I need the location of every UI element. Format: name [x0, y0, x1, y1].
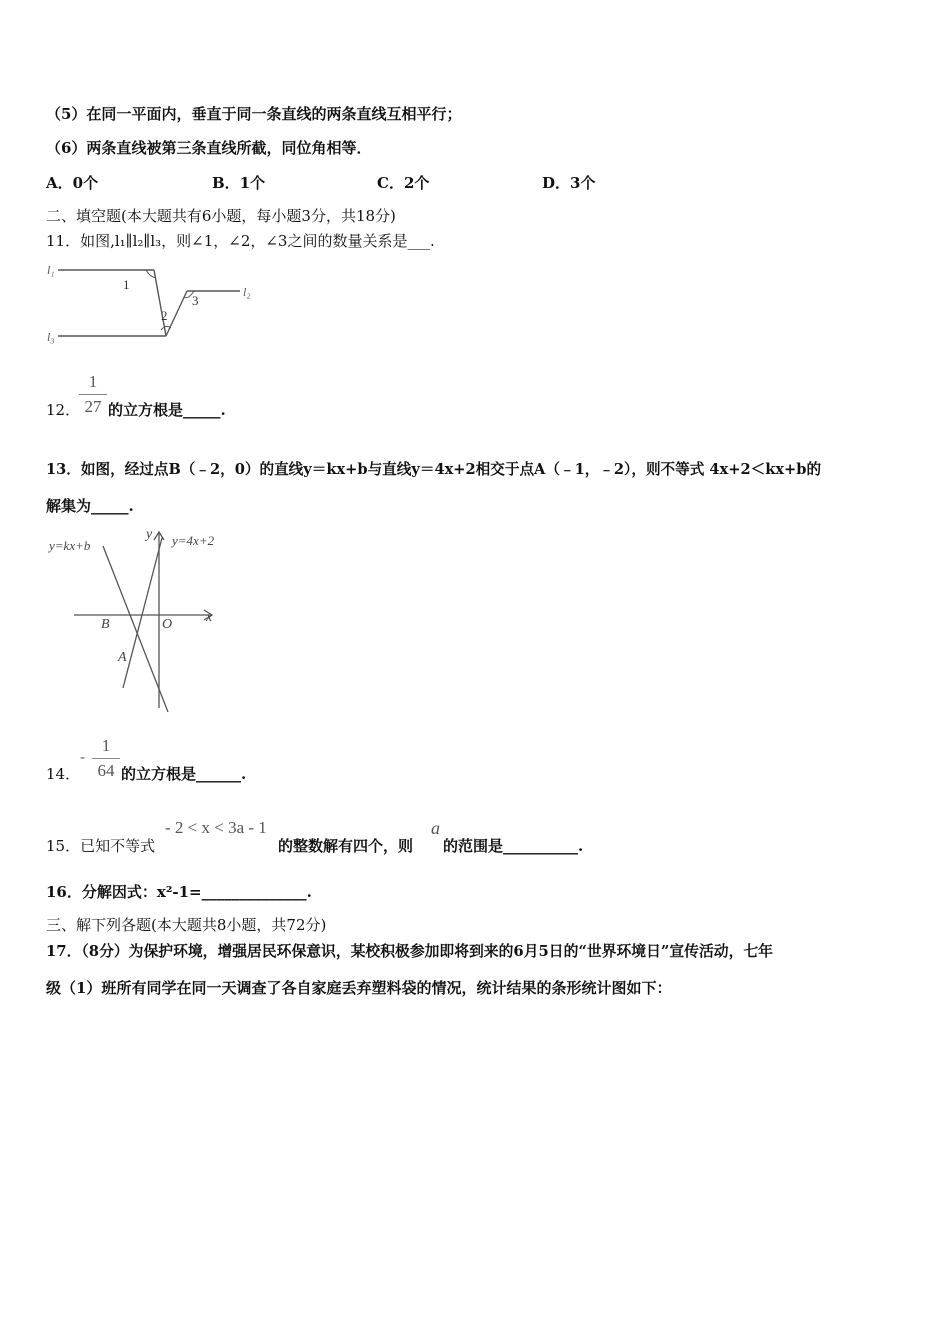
question-17-line-2: 级（1）班所有同学在同一天调查了各自家庭丢弃塑料袋的情况，统计结果的条形统计图如下：: [46, 979, 672, 997]
variable-a: a: [431, 818, 440, 838]
figure-linear-functions: [44, 526, 234, 718]
option-c: C．2个: [377, 174, 430, 192]
label-x-axis: x: [206, 610, 213, 625]
question-11: 11．如图,l₁∥l₂∥l₃，则∠1，∠2，∠3之间的数量关系是___.: [46, 232, 435, 250]
label-l3: l₃: [47, 330, 55, 344]
option-d: D．3个: [542, 174, 596, 192]
label-y-axis: y: [146, 527, 153, 542]
fraction-denominator: 64: [97, 761, 115, 780]
question-16: 16．分解因式：x²-1=______________.: [46, 883, 312, 901]
line-kx-b: [103, 546, 168, 712]
question-15-number: 15．已知不等式: [46, 837, 156, 855]
label-l2: l₂: [243, 285, 251, 299]
label-angle-3: 3: [192, 293, 199, 308]
label-angle-1: 1: [123, 277, 130, 292]
question-14-number: 14．: [46, 765, 81, 783]
label-y-kx-b: y=kx+b: [49, 538, 91, 553]
label-l1: l₁: [47, 263, 55, 277]
fraction-numerator: 1: [101, 736, 111, 755]
section-3-heading: 三、解下列各题(本大题共8小题，共72分): [46, 916, 327, 934]
fraction-1-27: [79, 372, 107, 417]
question-12-number: 12．: [46, 401, 81, 419]
question-13-line-2: 解集为_____.: [46, 497, 134, 515]
section-2-heading: 二、填空题(本大题共有6小题，每小题3分，共18分): [46, 207, 396, 225]
question-15-text: 的整数解有四个，则: [278, 837, 414, 855]
question-15-tail: 的范围是__________.: [443, 837, 584, 855]
question-12-text: 的立方根是_____.: [108, 401, 226, 419]
figure-parallel-lines: [44, 258, 264, 350]
option-b: B．1个: [212, 174, 266, 192]
label-point-a: A: [118, 650, 127, 665]
fraction-numerator: 1: [88, 372, 98, 391]
label-point-b: B: [101, 617, 110, 632]
question-17-line-1: 17．（8分）为保护环境，增强居民环保意识，某校积极参加即将到来的6月5日的“世界环境日”宣传活动，七年: [46, 943, 773, 960]
transversal-2: [166, 291, 187, 336]
statement-6: （6）两条直线被第三条直线所截，同位角相等．: [46, 139, 372, 157]
inequality-expression: - 2 < x < 3a - 1: [165, 818, 267, 837]
label-y-4x-2: y=4x+2: [172, 533, 215, 548]
negative-sign: -: [80, 748, 86, 766]
question-13-line-1: 13．如图，经过点B（﹣2，0）的直线y＝kx+b与直线y＝4x+2相交于点A（﹣1，﹣2），则不等式 4x+2＜kx+b的: [46, 461, 822, 478]
fraction-1-64: [92, 736, 120, 781]
transversal-1: [154, 270, 166, 336]
fraction-denominator: 27: [84, 397, 102, 416]
label-angle-2: 2: [161, 308, 168, 323]
option-a: A．0个: [46, 174, 99, 192]
statement-5: （5）在同一平面内，垂直于同一条直线的两条直线互相平行；: [46, 105, 462, 123]
label-origin-o: O: [162, 617, 173, 632]
question-14-text: 的立方根是______.: [121, 765, 247, 783]
